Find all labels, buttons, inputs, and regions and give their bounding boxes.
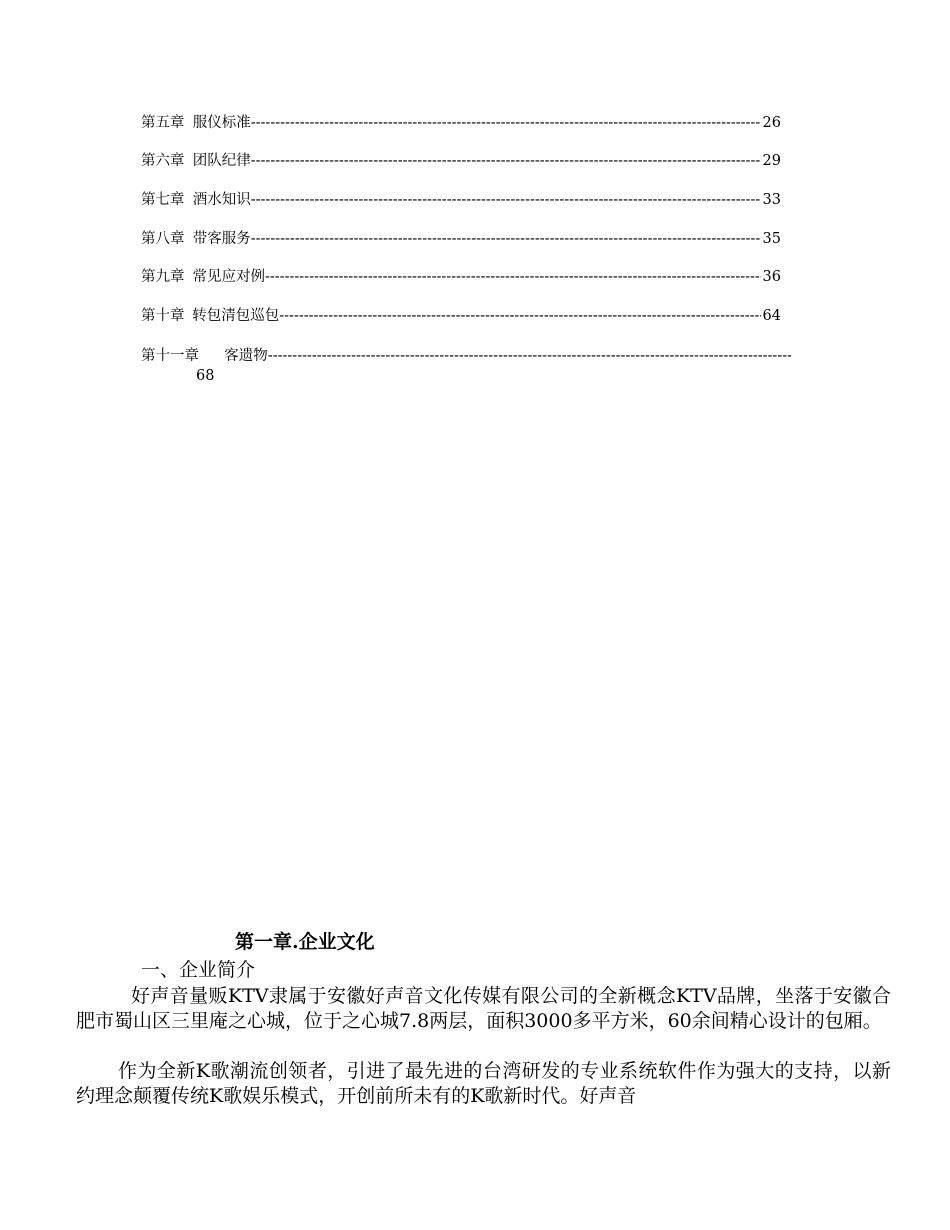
toc-chapter-title: 团队纪律 (192, 153, 251, 169)
toc-page-number: 68 (196, 368, 215, 384)
toc-leader (265, 268, 761, 286)
toc-leader (251, 114, 761, 132)
toc-leader (251, 152, 761, 170)
toc-entry (141, 307, 781, 325)
body-paragraph: 好声音量贩KTV隶属于安徽好声音文化传媒有限公司的全新概念KTV品牌，坐落于安徽合肥市蜀山区三里庵之心城，位于之心城7.8两层，面积3000多平方米，60余间精心设计的包厢。 (76, 985, 891, 1032)
body-paragraph: 作为全新K歌潮流创领者，引进了最先进的台湾研发的专业系统软件作为强大的支持，以新约理念颠覆传统K歌娱乐模式，开创前所未有的K歌新时代。好声音 (76, 1060, 891, 1107)
toc-entry (141, 268, 781, 286)
toc-page-number: 33 (762, 192, 781, 208)
toc-chapter-number: 第八章 (141, 231, 185, 247)
toc-chapter-number: 第七章 (141, 192, 185, 208)
toc-chapter-title: 客遗物 (224, 348, 268, 364)
toc-entry (141, 152, 781, 170)
toc-chapter-title: 酒水知识 (192, 192, 251, 208)
toc-chapter-title: 服仪标准 (192, 115, 251, 131)
toc-entry (141, 230, 781, 248)
toc-leader (251, 230, 761, 248)
toc-leader (268, 346, 791, 366)
toc-page-number: 64 (762, 308, 781, 324)
toc-chapter-title: 常见应对例 (192, 269, 265, 285)
toc-entry (141, 114, 781, 132)
toc-chapter-number: 第五章 (141, 115, 185, 131)
toc-entry (141, 191, 781, 209)
toc-leader (279, 307, 760, 325)
chapter-heading: 第一章.企业文化 (235, 931, 375, 953)
toc-page-number: 36 (762, 269, 781, 285)
toc-chapter-number: 第六章 (141, 153, 185, 169)
toc-chapter-number: 第十一章 (141, 348, 199, 364)
toc-leader (251, 191, 761, 209)
toc-chapter-number: 第九章 (141, 269, 185, 285)
toc-chapter-title: 转包清包巡包 (192, 308, 280, 324)
toc-chapter-number: 第十章 (141, 308, 185, 324)
toc-page-number: 29 (762, 153, 781, 169)
section-heading: 一、企业简介 (141, 959, 256, 981)
toc-chapter-title: 带客服务 (192, 231, 251, 247)
toc-page-number: 35 (762, 231, 781, 247)
toc-entry-wrapped (141, 346, 791, 386)
toc-page-number: 26 (762, 115, 781, 131)
